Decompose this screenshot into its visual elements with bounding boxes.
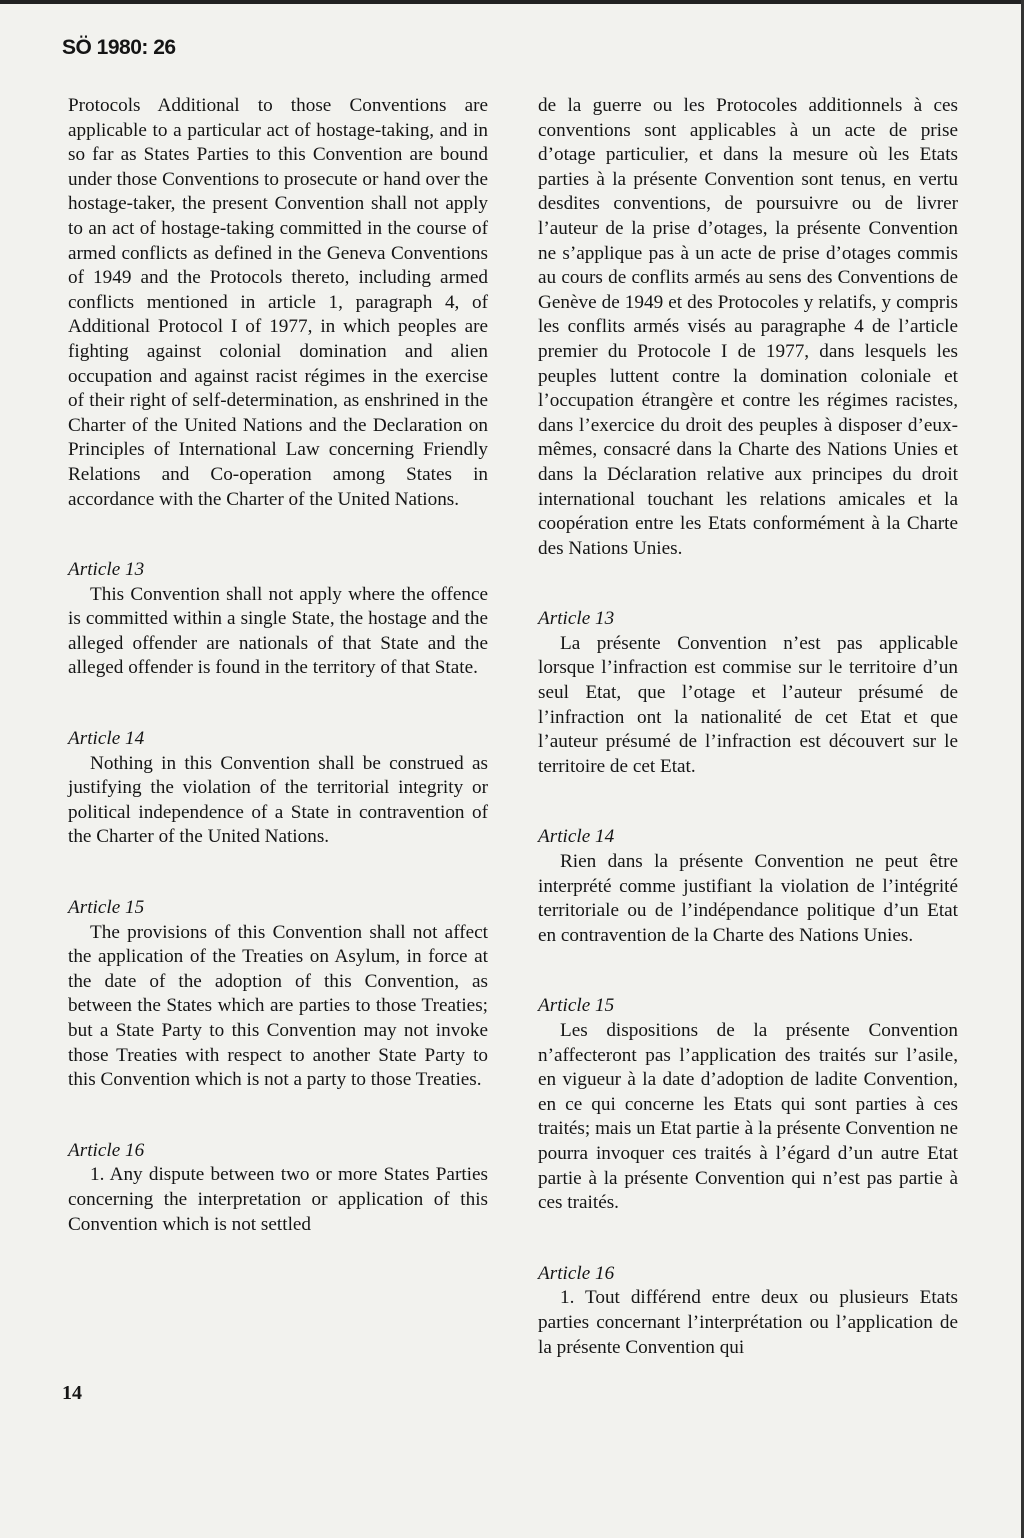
french-article-13-heading: Article 13 xyxy=(538,608,615,630)
english-article-13-heading: Article 13 xyxy=(68,559,145,581)
french-article-15-heading: Article 15 xyxy=(538,995,615,1017)
french-article-14-text: Rien dans la présente Convention ne peut être interprété comme justifiant la violation de l’intégrité territoriale ou de l’indépendance politique d’un Etat en contravention de la Charte des Nations Unies. xyxy=(538,851,958,946)
english-column xyxy=(68,94,488,1237)
french-article-13-text: La présente Convention n’est pas applicable lorsque l’infraction est commise sur le territoire d’un seul Etat, que l’otage et l’auteur présumé de l’infraction ont la nationalité de cet Etat et que l’auteur présumé de l’infraction est découvert sur le territoire de cet Etat. xyxy=(538,632,958,777)
french-article-16-text: 1. Tout différend entre deux ou plusieurs Etats parties concernant l’interprétation ou l’application de la présente Convention qui xyxy=(538,1287,958,1358)
english-article-14-heading: Article 14 xyxy=(68,728,145,750)
english-article-16-heading: Article 16 xyxy=(68,1139,145,1161)
english-article-13-text: This Convention shall not apply where the offence is committed within a single State, the hostage and the alleged offender are nationals of that State and the alleged offender is found in the territory of that State. xyxy=(68,583,488,679)
page-header: SÖ 1980: 26 xyxy=(62,36,176,59)
english-intro-paragraph: Protocols Additional to those Conventions are applicable to a particular act of hostage-taking, and in so far as States Parties to this Convention are bound under those Conventions to prosecute or hand over the hostage-taker, the present Convention shall not apply to an act of hostage-taking committed in the course of armed conflicts as defined in the Geneva Conventions of 1949 and the Protocols thereto, including armed conflicts mentioned in article 1, paragraph 4, of Additional Protocol I of 1977, in which peoples are fighting against colonial domination and alien occupation and against racist régimes in the exercise of their right of self-determination, as enshrined in the Charter of the United Nations and the Declaration on Principles of International Law concerning Friendly Relations and Co-operation among States in accordance with the Charter of the United Nations. xyxy=(68,95,488,510)
english-article-15-text: The provisions of this Convention shall not affect the application of the Treaties on Asylum, in force at the date of the adoption of this Convention, as between the States which are parties to those Treaties; but a State Party to this Convention may not invoke those Treaties with respect to another State Party to this Convention which is not a party to those Treaties. xyxy=(68,921,488,1091)
french-article-14-heading: Article 14 xyxy=(538,826,615,848)
english-article-16-text: 1. Any dispute between two or more States Parties concerning the interpretation or application of this Convention which is not settled xyxy=(68,1164,488,1235)
french-article-16-heading: Article 16 xyxy=(538,1262,615,1284)
french-intro-paragraph: de la guerre ou les Protocoles additionnels à ces conventions sont applicables à un acte de prise d’otage particulier, et dans la mesure où les Etats parties à la présente Convention sont tenus, en vertu desdites conventions, de poursuivre ou de livrer l’auteur de la prise d’otages, la présente Convention ne s’applique pas à un acte de prise d’otages commis au cours de conflits armés au sens des Conventions de Genève de 1949 et des Protocoles y relatifs, y compris les conflits armés visés au paragraphe 4 de l’article premier du Protocole I de 1977, dans lesquels les peuples luttent contre la domination coloniale et l’occupation étrangère et contre les régimes racistes, dans l’exercice du droit des peuples à disposer d’eux-mêmes, consacré dans la Charte des Nations Unies et dans la Déclaration relative aux principes du droit international touchant les relations amicales et la coopération entre les Etats conformément à la Charte des Nations Unies. xyxy=(538,95,958,559)
scan-top-border xyxy=(0,0,1024,4)
french-article-15-text: Les dispositions de la présente Convention n’affecteront pas l’application des traités sur l’asile, en vigueur à la date d’adoption de ladite Convention, en ce qui concerne les Etats qui sont parties à ces traités; mais un Etat partie à la présente Convention ne pourra invoquer ces traités à l’égard d’un autre Etat partie à la présente Convention qui n’est pas partie à ces traités. xyxy=(538,1020,958,1214)
english-article-15-heading: Article 15 xyxy=(68,897,145,919)
page-number: 14 xyxy=(62,1382,82,1404)
english-article-14-text: Nothing in this Convention shall be construed as justifying the violation of the territorial integrity or political independence of a State in contravention of the Charter of the United Nations. xyxy=(68,752,488,848)
french-column xyxy=(538,94,958,1360)
